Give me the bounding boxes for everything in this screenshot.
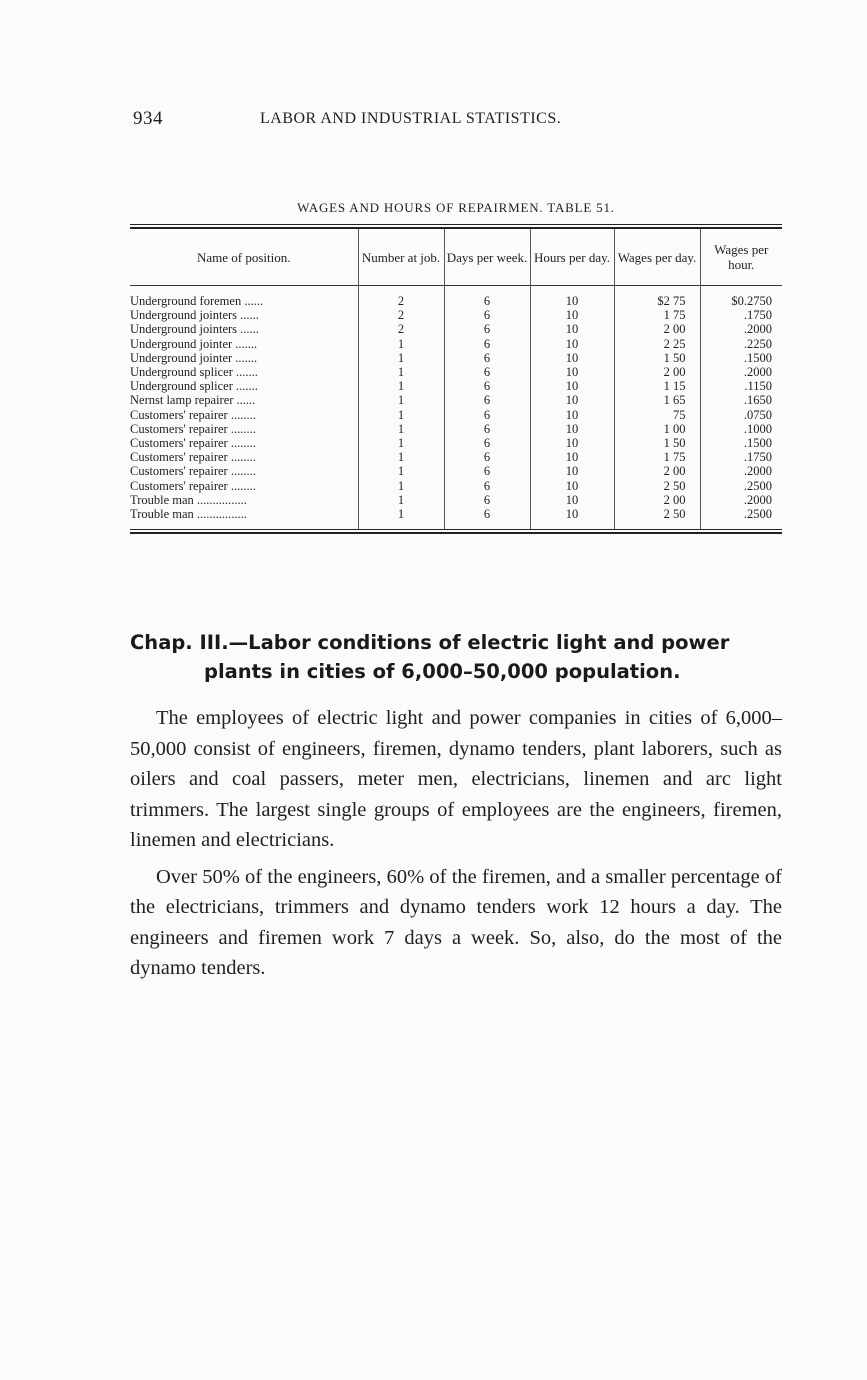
wage-per-day-cell: $2 75 bbox=[614, 286, 700, 309]
position-cell: Customers' repairer ........ bbox=[130, 450, 256, 465]
wage-per-day-cell: 1 00 bbox=[614, 422, 700, 436]
table-row bbox=[130, 351, 782, 365]
number-cell: 1 bbox=[358, 479, 444, 493]
table-row bbox=[130, 308, 782, 322]
position-cell: Underground jointers ...... bbox=[130, 308, 259, 323]
wages-table bbox=[130, 224, 782, 534]
page-number: 934 bbox=[133, 108, 163, 129]
table-row bbox=[130, 450, 782, 464]
hours-cell: 10 bbox=[530, 450, 614, 464]
header-wages-per-day: Wages per day. bbox=[614, 229, 700, 286]
table-row bbox=[130, 436, 782, 450]
days-cell: 6 bbox=[444, 408, 530, 422]
wage-per-hour-cell: .1750 bbox=[700, 450, 782, 464]
hours-cell: 10 bbox=[530, 479, 614, 493]
table-row bbox=[130, 365, 782, 379]
position-cell: Customers' repairer ........ bbox=[130, 478, 256, 493]
wages-table-grid bbox=[130, 229, 782, 529]
header-wages-per-hour: Wages per hour. bbox=[700, 229, 782, 286]
number-cell: 1 bbox=[358, 379, 444, 393]
wage-per-day-cell: 2 00 bbox=[614, 322, 700, 336]
wage-per-day-cell: 2 00 bbox=[614, 365, 700, 379]
days-cell: 6 bbox=[444, 365, 530, 379]
days-cell: 6 bbox=[444, 422, 530, 436]
days-cell: 6 bbox=[444, 479, 530, 493]
days-cell: 6 bbox=[444, 286, 530, 309]
table-row bbox=[130, 493, 782, 507]
number-cell: 1 bbox=[358, 408, 444, 422]
wage-per-hour-cell: .2000 bbox=[700, 493, 782, 507]
hours-cell: 10 bbox=[530, 507, 614, 529]
number-cell: 1 bbox=[358, 393, 444, 407]
days-cell: 6 bbox=[444, 351, 530, 365]
wage-per-hour-cell: .1150 bbox=[700, 379, 782, 393]
running-title: LABOR AND INDUSTRIAL STATISTICS. bbox=[260, 110, 562, 127]
position-cell: Underground splicer ....... bbox=[130, 379, 258, 394]
days-cell: 6 bbox=[444, 507, 530, 529]
wage-per-day-cell: 1 50 bbox=[614, 436, 700, 450]
number-cell: 1 bbox=[358, 351, 444, 365]
wage-per-day-cell: 2 00 bbox=[614, 493, 700, 507]
table-caption: WAGES AND HOURS OF REPAIRMEN. TABLE 51. bbox=[297, 200, 615, 215]
header-days-per-week: Days per week. bbox=[444, 229, 530, 286]
table-body bbox=[130, 286, 782, 530]
position-cell: Underground jointer ....... bbox=[130, 350, 258, 365]
table-row bbox=[130, 286, 782, 309]
wage-per-hour-cell: .2500 bbox=[700, 507, 782, 529]
header-name-of-position: Name of position. bbox=[196, 249, 291, 265]
number-cell: 1 bbox=[358, 493, 444, 507]
table-row bbox=[130, 322, 782, 336]
hours-cell: 10 bbox=[530, 422, 614, 436]
table-row bbox=[130, 337, 782, 351]
position-cell: Customers' repairer ........ bbox=[130, 464, 256, 479]
table-row bbox=[130, 422, 782, 436]
days-cell: 6 bbox=[444, 322, 530, 336]
position-cell: Nernst lamp repairer ...... bbox=[130, 393, 256, 408]
number-cell: 1 bbox=[358, 365, 444, 379]
body-text bbox=[130, 703, 782, 984]
chapter-heading-line-2: plants in cities of 6,000–50,000 population. bbox=[204, 660, 681, 683]
table-row bbox=[130, 393, 782, 407]
number-cell: 1 bbox=[358, 507, 444, 529]
wage-per-day-cell: 2 50 bbox=[614, 507, 700, 529]
number-cell: 2 bbox=[358, 308, 444, 322]
days-cell: 6 bbox=[444, 464, 530, 478]
position-cell: Underground jointer ....... bbox=[130, 336, 258, 351]
wage-per-day-cell: 2 25 bbox=[614, 337, 700, 351]
wage-per-hour-cell: .1000 bbox=[700, 422, 782, 436]
hours-cell: 10 bbox=[530, 379, 614, 393]
table-row bbox=[130, 507, 782, 529]
table-bottom-rule bbox=[130, 529, 782, 534]
position-cell: Trouble man ................ bbox=[130, 492, 247, 507]
wage-per-hour-cell: .2000 bbox=[700, 322, 782, 336]
hours-cell: 10 bbox=[530, 337, 614, 351]
number-cell: 1 bbox=[358, 436, 444, 450]
header-hours-per-day: Hours per day. bbox=[530, 229, 614, 286]
days-cell: 6 bbox=[444, 450, 530, 464]
wage-per-hour-cell: .2000 bbox=[700, 365, 782, 379]
number-cell: 1 bbox=[358, 450, 444, 464]
hours-cell: 10 bbox=[530, 464, 614, 478]
number-cell: 2 bbox=[358, 322, 444, 336]
wage-per-day-cell: 75 bbox=[614, 408, 700, 422]
days-cell: 6 bbox=[444, 379, 530, 393]
chapter-heading-line-1: Chap. III.—Labor conditions of electric light and power bbox=[130, 631, 730, 654]
hours-cell: 10 bbox=[530, 322, 614, 336]
paragraph: The employees of electric light and power companies in cities of 6,000–50,000 consist of engineers, firemen, dynamo tenders, plant laborers, such as oilers and coal passers, meter men, electricians, linemen and arc light trimmers. The largest single groups of employees are the engineers, firemen, linemen and electricians. bbox=[130, 707, 782, 851]
table-row bbox=[130, 464, 782, 478]
wage-per-hour-cell: .1500 bbox=[700, 351, 782, 365]
position-cell: Trouble man ................ bbox=[130, 507, 247, 522]
wage-per-day-cell: 1 65 bbox=[614, 393, 700, 407]
days-cell: 6 bbox=[444, 436, 530, 450]
wage-per-hour-cell: $0.2750 bbox=[700, 286, 782, 309]
number-cell: 1 bbox=[358, 337, 444, 351]
hours-cell: 10 bbox=[530, 351, 614, 365]
position-cell: Underground jointers ...... bbox=[130, 322, 259, 337]
hours-cell: 10 bbox=[530, 493, 614, 507]
wage-per-hour-cell: .2000 bbox=[700, 464, 782, 478]
table-row bbox=[130, 379, 782, 393]
wage-per-day-cell: 1 50 bbox=[614, 351, 700, 365]
table-row bbox=[130, 408, 782, 422]
wage-per-day-cell: 1 75 bbox=[614, 308, 700, 322]
hours-cell: 10 bbox=[530, 286, 614, 309]
wage-per-hour-cell: .2500 bbox=[700, 479, 782, 493]
number-cell: 2 bbox=[358, 286, 444, 309]
hours-cell: 10 bbox=[530, 365, 614, 379]
hours-cell: 10 bbox=[530, 436, 614, 450]
table-row bbox=[130, 479, 782, 493]
wage-per-hour-cell: .1750 bbox=[700, 308, 782, 322]
table-header-row bbox=[130, 229, 782, 286]
days-cell: 6 bbox=[444, 308, 530, 322]
wage-per-hour-cell: .0750 bbox=[700, 408, 782, 422]
position-cell: Customers' repairer ........ bbox=[130, 421, 256, 436]
position-cell: Underground splicer ....... bbox=[130, 365, 258, 380]
number-cell: 1 bbox=[358, 464, 444, 478]
position-cell: Underground foremen ...... bbox=[130, 294, 264, 308]
wage-per-hour-cell: .1650 bbox=[700, 393, 782, 407]
wage-per-day-cell: 1 15 bbox=[614, 379, 700, 393]
number-cell: 1 bbox=[358, 422, 444, 436]
hours-cell: 10 bbox=[530, 393, 614, 407]
paragraph: Over 50% of the engineers, 60% of the firemen, and a smaller percentage of the electricians, trimmers and dynamo tenders work 12 hours a day. The engineers and firemen work 7 days a week. So, also, do the most of the dynamo tenders. bbox=[130, 865, 782, 979]
wage-per-day-cell: 2 00 bbox=[614, 464, 700, 478]
wage-per-day-cell: 1 75 bbox=[614, 450, 700, 464]
hours-cell: 10 bbox=[530, 308, 614, 322]
wage-per-hour-cell: .1500 bbox=[700, 436, 782, 450]
days-cell: 6 bbox=[444, 337, 530, 351]
header-number-at-job: Number at job. bbox=[358, 229, 444, 286]
wage-per-hour-cell: .2250 bbox=[700, 337, 782, 351]
position-cell: Customers' repairer ........ bbox=[130, 407, 256, 422]
wage-per-day-cell: 2 50 bbox=[614, 479, 700, 493]
days-cell: 6 bbox=[444, 493, 530, 507]
chapter-heading bbox=[130, 628, 784, 686]
position-cell: Customers' repairer ........ bbox=[130, 436, 256, 451]
hours-cell: 10 bbox=[530, 408, 614, 422]
days-cell: 6 bbox=[444, 393, 530, 407]
